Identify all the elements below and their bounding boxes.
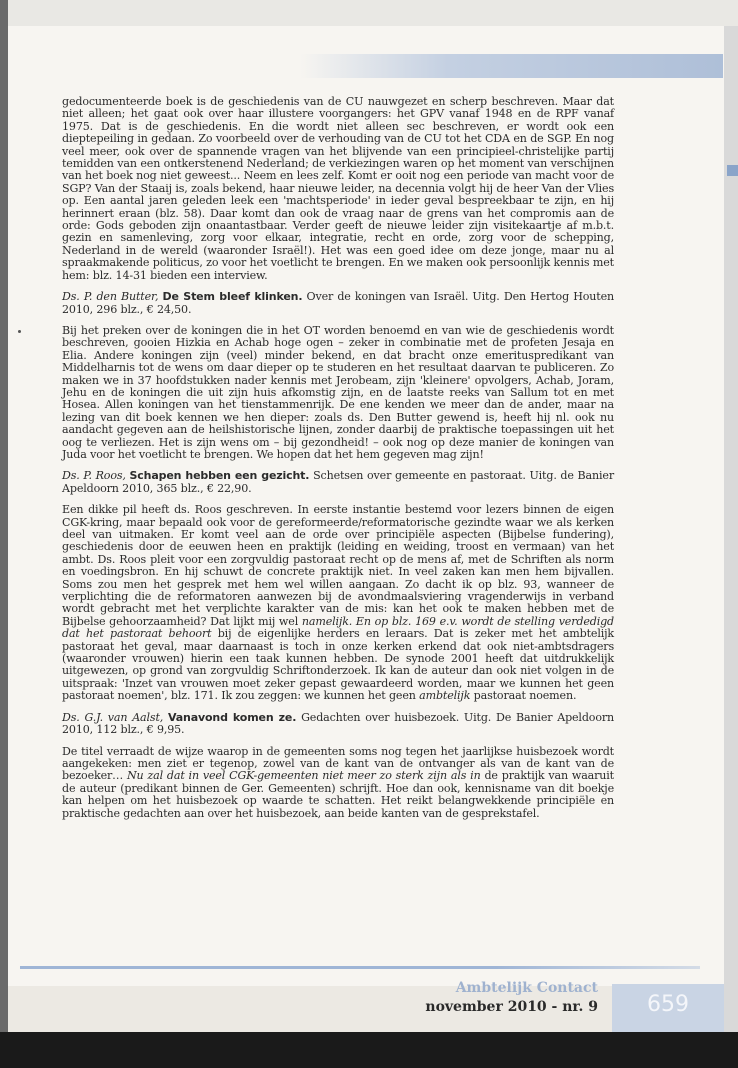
review-body-text: bij de eigenlijke herders en leraars. Dat is zeker met het ambtelijk pastoraat het geval, maar daarnaast is toch in onze kerken erkend dat ook niet-ambtsdragers (waaronder vrouwen) hierin een taak kunnen hebben. De synode 2001 heeft dat uitdrukkelijk uitgewezen, op grond van zorgvuldig Schriftonderzoek. Ik kan de auteur dan ook niet volgen in de uitspraak: 'Inzet van vrouwen moet zeker gepast gewaardeerd worden, maar we kunnen het geen pastoraat noemen', blz. 171. Ik zou zeggen: we kunnen het geen xyxy=(62,627,614,703)
review-publication-details: Over de koningen van Israël. Uitg. Den Hertog Houten 2010, 296 blz., € 24,50. xyxy=(62,290,614,316)
review-column xyxy=(62,96,614,829)
review-author: Ds. P. Roos, xyxy=(62,469,126,483)
review-reference xyxy=(62,291,614,316)
review-reference xyxy=(62,470,614,495)
review-body-text: pastoraat noemen. xyxy=(470,689,577,703)
review-body-text: De titel verraadt de wijze waarop in de gemeenten soms nog tegen het jaarlijkse huisbezoek wordt aangekeken: men ziet er tegenop, zowel van de kant van de ontvanger als van de kant van de bezoeker… xyxy=(62,744,614,783)
review-body xyxy=(62,325,614,461)
page-number: 659 xyxy=(647,992,689,1017)
review-list xyxy=(62,291,614,820)
review-author: Ds. P. den Butter, xyxy=(62,290,159,304)
review-book-title: Vanavond komen ze. xyxy=(167,710,297,724)
journal-title: Ambtelijk Contact xyxy=(455,980,598,996)
scan-edge-top xyxy=(8,0,738,26)
section-marker-tab xyxy=(727,165,738,176)
review-body xyxy=(62,746,614,820)
intro-paragraph: gedocumenteerde boek is de geschiedenis van de CU nauwgezet en scherp beschreven. Maar dat niet alleen; het gaat ook over haar illustere voorgangers: het GPV vanaf 1948 en de RPF vanaf 1975. Dat is de geschiedenis. En die wordt niet alleen sec beschreven, er wordt ook een dieptepeiling in gedaan. Zo voorbeeld over de verhouding van de CU tot het CDA en de SGP. En nog veel meer, ook over de spannende vragen van het blijvende van een principieel-christelijke partij temidden van een ontkerstenend Nederland; de verkiezingen waren op het moment van verschijnen van het boek nog niet geweest... Neem en lees zelf. Komt er ooit nog een periode van macht voor de SGP? Van der Staaij is, zoals bekend, haar nieuwe leider, na decennia volgt hij de heer Van der Vlies op. Een aantal jaren geleden leek een 'machtsperiode' in ieder geval bespreekbaar te zijn, en hij herinnert eraan (blz. 58). Daar komt dan ook de vraag naar de grens van het compromis aan de orde: Gods geboden zijn onaantastbaar. Verder geeft de nieuwe leider zijn visitekaartje af m.b.t. gezin en samenleving, zorg voor elkaar, integratie, recht en orde, zorg voor de schepping, Nederland in de wereld (waaronder Israël!). Het was een goed idee om deze jonge, maar nu al spraakmakende politicus, zo voor het voetlicht te brengen. En we maken ook persoonlijk kennis met hem: blz. 14-31 bieden een interview. xyxy=(62,95,614,282)
review-body-text: Bij het preken over de koningen die in het OT worden benoemd en van wie de geschiedenis wordt beschreven, gooien Hizkia en Achab hoge ogen – zeker in combinatie met de profeten Jesaja en Elia. Andere koningen zijn (veel) minder bekend, en dat bracht onze emerituspredikant van Middelharnis tot de wens om daar dieper op te studeren en het resultaat daarvan te publiceren. Zo maken we in 37 hoofdstukken nader kennis met Jerobeam, zijn 'kleinere' opvolgers, Achab, Joram, Jehu en de koningen die uit zijn huis afkomstig zijn, en de laatste reeks van Sallum tot en met Hosea. Allen koningen van het tienstammenrijk. De ene kenden we meer dan de ander, maar na lezing van dit boek kennen we hen dieper: zoals ds. Den Butter gewend is, heeft hij nl. ook nu aandacht gegeven aan de heilshistorische lijnen, zonder daarbij de praktische toepassingen uit het oog te verliezen. Het is zijn wens om – bij gezondheid! – ook nog op deze manier de koningen van Juda voor het voetlicht te brengen. We hopen dat het hem gegeven mag zijn! xyxy=(62,323,614,461)
review-book-title: De Stem bleef klinken. xyxy=(162,290,303,304)
review-body-text: Een dikke pil heeft ds. Roos geschreven. In eerste instantie bestemd voor lezers binnen de eigen CGK-kring, maar bepaald ook voor de gereformeerde/reformatorische gezindte waar we als kerken deel van uitmaken. Er komt veel aan de orde over principiële aspecten (Bijbelse fundering), geschiedenis door de eeuwen heen en praktijk (leiding en weiding, troost en vermaan) van het ambt. Ds. Roos pleit voor een zorgvuldig pastoraat recht op de mens af, met de Schriften als norm en voedingsbron. En hij schuwt de concrete praktijk niet. In veel zaken kan men hem bijvallen. Soms zou men het gesprek met hem wel willen aangaan. Zo dacht ik op blz. 93, wanneer de verplichting die de reformatoren aanwezen bij de avondmaalsviering vragenderwijs in verband wordt gebracht met het verplichte karakter van de mis: kan het ook te maken hebben met de Bijbelse gehoorzaamheid? Dat lijkt mij wel xyxy=(62,503,614,628)
margin-dot xyxy=(18,330,21,333)
review-body-italic: ambtelijk xyxy=(419,689,471,703)
review-publication-details: Gedachten over huisbezoek. Uitg. De Banier Apeldoorn 2010, 112 blz., € 9,95. xyxy=(62,710,614,737)
review-body-italic: namelijk. En op blz. 169 e.v. wordt de stelling verdedigd dat het pastoraat behoort xyxy=(62,614,614,641)
footer-rule xyxy=(20,966,700,969)
review-body-text: de praktijk van waaruit de auteur (predikant binnen de Ger. Gemeenten) schrijft. Hoe dan ook, kennisname van dit boekje kan helpen om het huisbezoek op waarde te schatten. Het reikt belangwekkende principiële en praktische gedachten aan over het huisbezoek, aan beide kanten van de gesprekstafel. xyxy=(62,769,614,820)
review-book-title: Schapen hebben een gezicht. xyxy=(129,469,310,483)
review-author: Ds. G.J. van Aalst, xyxy=(62,710,164,724)
review-publication-details: Schetsen over gemeente en pastoraat. Uitg. de Banier Apeldoorn 2010, 365 blz., € 22,90. xyxy=(62,469,614,495)
review-reference xyxy=(62,712,614,737)
header-accent-bar xyxy=(300,54,723,78)
review-body-italic: Nu zal dat in veel CGK-gemeenten niet meer zo sterk zijn als in xyxy=(127,769,481,783)
scan-edge-right xyxy=(724,26,738,1068)
journal-issue: november 2010 - nr. 9 xyxy=(425,999,598,1015)
scan-edge-bottom xyxy=(0,1032,738,1068)
review-body xyxy=(62,504,614,703)
scan-edge-left xyxy=(0,0,8,1068)
